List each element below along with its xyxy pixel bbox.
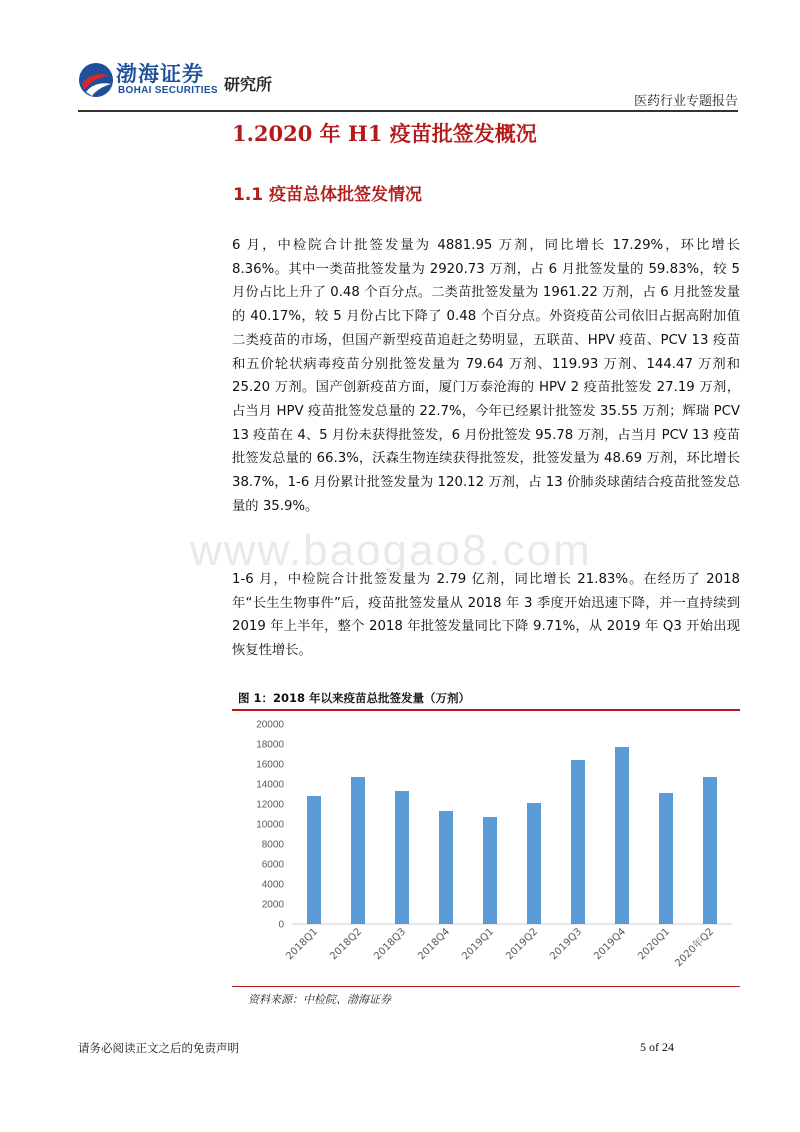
page-header — [78, 52, 738, 110]
logo-english-name: BOHAI SECURITIES — [118, 85, 218, 96]
figure-title: 图 1：2018 年以来疫苗总批签发量（万剂） — [238, 691, 471, 705]
x-tick-label: 2018Q1 — [284, 926, 321, 963]
body-paragraph-2: 1-6 月，中检院合计批签发量为 2.79 亿剂，同比增长 21.83%。在经历了 2018 年“长生生物事件”后，疫苗批签发量从 2018 年 3 季度开始迅速下降，并一直持续到 2019 年上半年，整个 2018 年批签发量同比下降 9.71%，从 2019 年 Q3 开始出现恢复性增长。 — [232, 572, 740, 659]
y-tick-label: 4000 — [261, 879, 284, 891]
figure-bottom-rule — [232, 986, 740, 987]
bar-2020Q1 — [659, 793, 673, 924]
x-tick-label: 2020年Q2 — [673, 926, 717, 970]
bar-2019Q3 — [571, 760, 585, 924]
bar-2020年Q2 — [703, 777, 717, 924]
bar-2019Q4 — [615, 747, 629, 924]
bohai-logo-icon — [78, 62, 114, 98]
disclaimer-note: 请务必阅读正文之后的免责声明 — [78, 1041, 239, 1055]
section-heading: 1.2020 年 H1 疫苗批签发概况 — [232, 121, 537, 146]
figure-top-rule — [232, 709, 740, 711]
x-tick-label: 2019Q1 — [460, 926, 497, 963]
x-tick-label: 2019Q3 — [548, 926, 585, 963]
y-tick-label: 6000 — [261, 859, 284, 871]
y-tick-label: 14000 — [256, 779, 284, 791]
bar-2019Q2 — [527, 803, 541, 924]
y-tick-label: 18000 — [256, 739, 284, 751]
header-divider — [78, 110, 738, 112]
x-tick-label: 2018Q4 — [416, 926, 453, 963]
institute-label: 研究所 — [224, 75, 273, 94]
bar-2018Q4 — [439, 811, 453, 924]
y-tick-label: 8000 — [261, 839, 284, 851]
x-tick-label: 2019Q2 — [504, 926, 541, 963]
x-tick-label: 2020Q1 — [636, 926, 673, 963]
x-tick-label: 2019Q4 — [592, 926, 629, 963]
figure-source: 资料来源：中检院、渤海证券 — [248, 993, 391, 1006]
bar-2018Q3 — [395, 791, 409, 924]
bar-2019Q1 — [483, 817, 497, 924]
y-tick-label: 10000 — [256, 819, 284, 831]
logo-chinese-name: 渤海证券 — [116, 62, 204, 86]
page-number: 5 of 24 — [640, 1040, 674, 1054]
y-tick-label: 20000 — [256, 719, 284, 731]
report-type: 医药行业专题报告 — [633, 94, 738, 109]
x-tick-label: 2018Q3 — [372, 926, 409, 963]
y-tick-label: 16000 — [256, 759, 284, 771]
bar-2018Q1 — [307, 796, 321, 924]
bar-2018Q2 — [351, 777, 365, 924]
y-tick-label: 12000 — [256, 799, 284, 811]
watermark: www.baogao8.com — [190, 526, 592, 575]
subsection-heading: 1.1 疫苗总体批签发情况 — [233, 185, 423, 205]
vaccine-batch-release-bar-chart — [232, 712, 740, 984]
y-tick-label: 0 — [278, 919, 284, 931]
y-tick-label: 2000 — [261, 899, 284, 911]
x-tick-label: 2018Q2 — [328, 926, 365, 963]
body-paragraph-1: 6 月，中检院合计批签发量为 4881.95 万剂，同比增长 17.29%，环比增长 8.36%。其中一类苗批签发量为 2920.73 万剂，占 6 月批签发量的 59.83%，较 5 月份占比上升了 0.48 个百分点。二类苗批签发量为 1961.22 万剂，占 6 月批签发量的 40.17%，较 5 月份占比下降了 0.48 个百分点。外资疫苗公司依旧占据高附加值二类疫苗的市场，但国产新型疫苗追赶之势明显，五联苗、HPV 疫苗、PCV 13 疫苗和五价轮状病毒疫苗分别批签发量为 79.64 万剂、119.93 万剂、144.47 万剂和 25.20 万剂。国产创新疫苗方面，厦门万泰沧海的 HPV 2 疫苗批签发 27.19 万剂，占当月 HPV 疫苗批签发总量的 22.7%，今年已经累计批签发 35.55 万剂；辉瑞 PCV 13 疫苗在 4、5 月份未获得批签发，6 月份批签发 95.78 万剂，占当月 PCV 13 疫苗批签发总量的 66.3%，沃森生物连续获得批签发，批签发量为 48.69 万剂，环比增长 38.7%，1-6 月份累计批签发量为 120.12 万剂，占 13 价肺炎球菌结合疫苗批签发总量的 35.9%。 — [232, 238, 740, 514]
